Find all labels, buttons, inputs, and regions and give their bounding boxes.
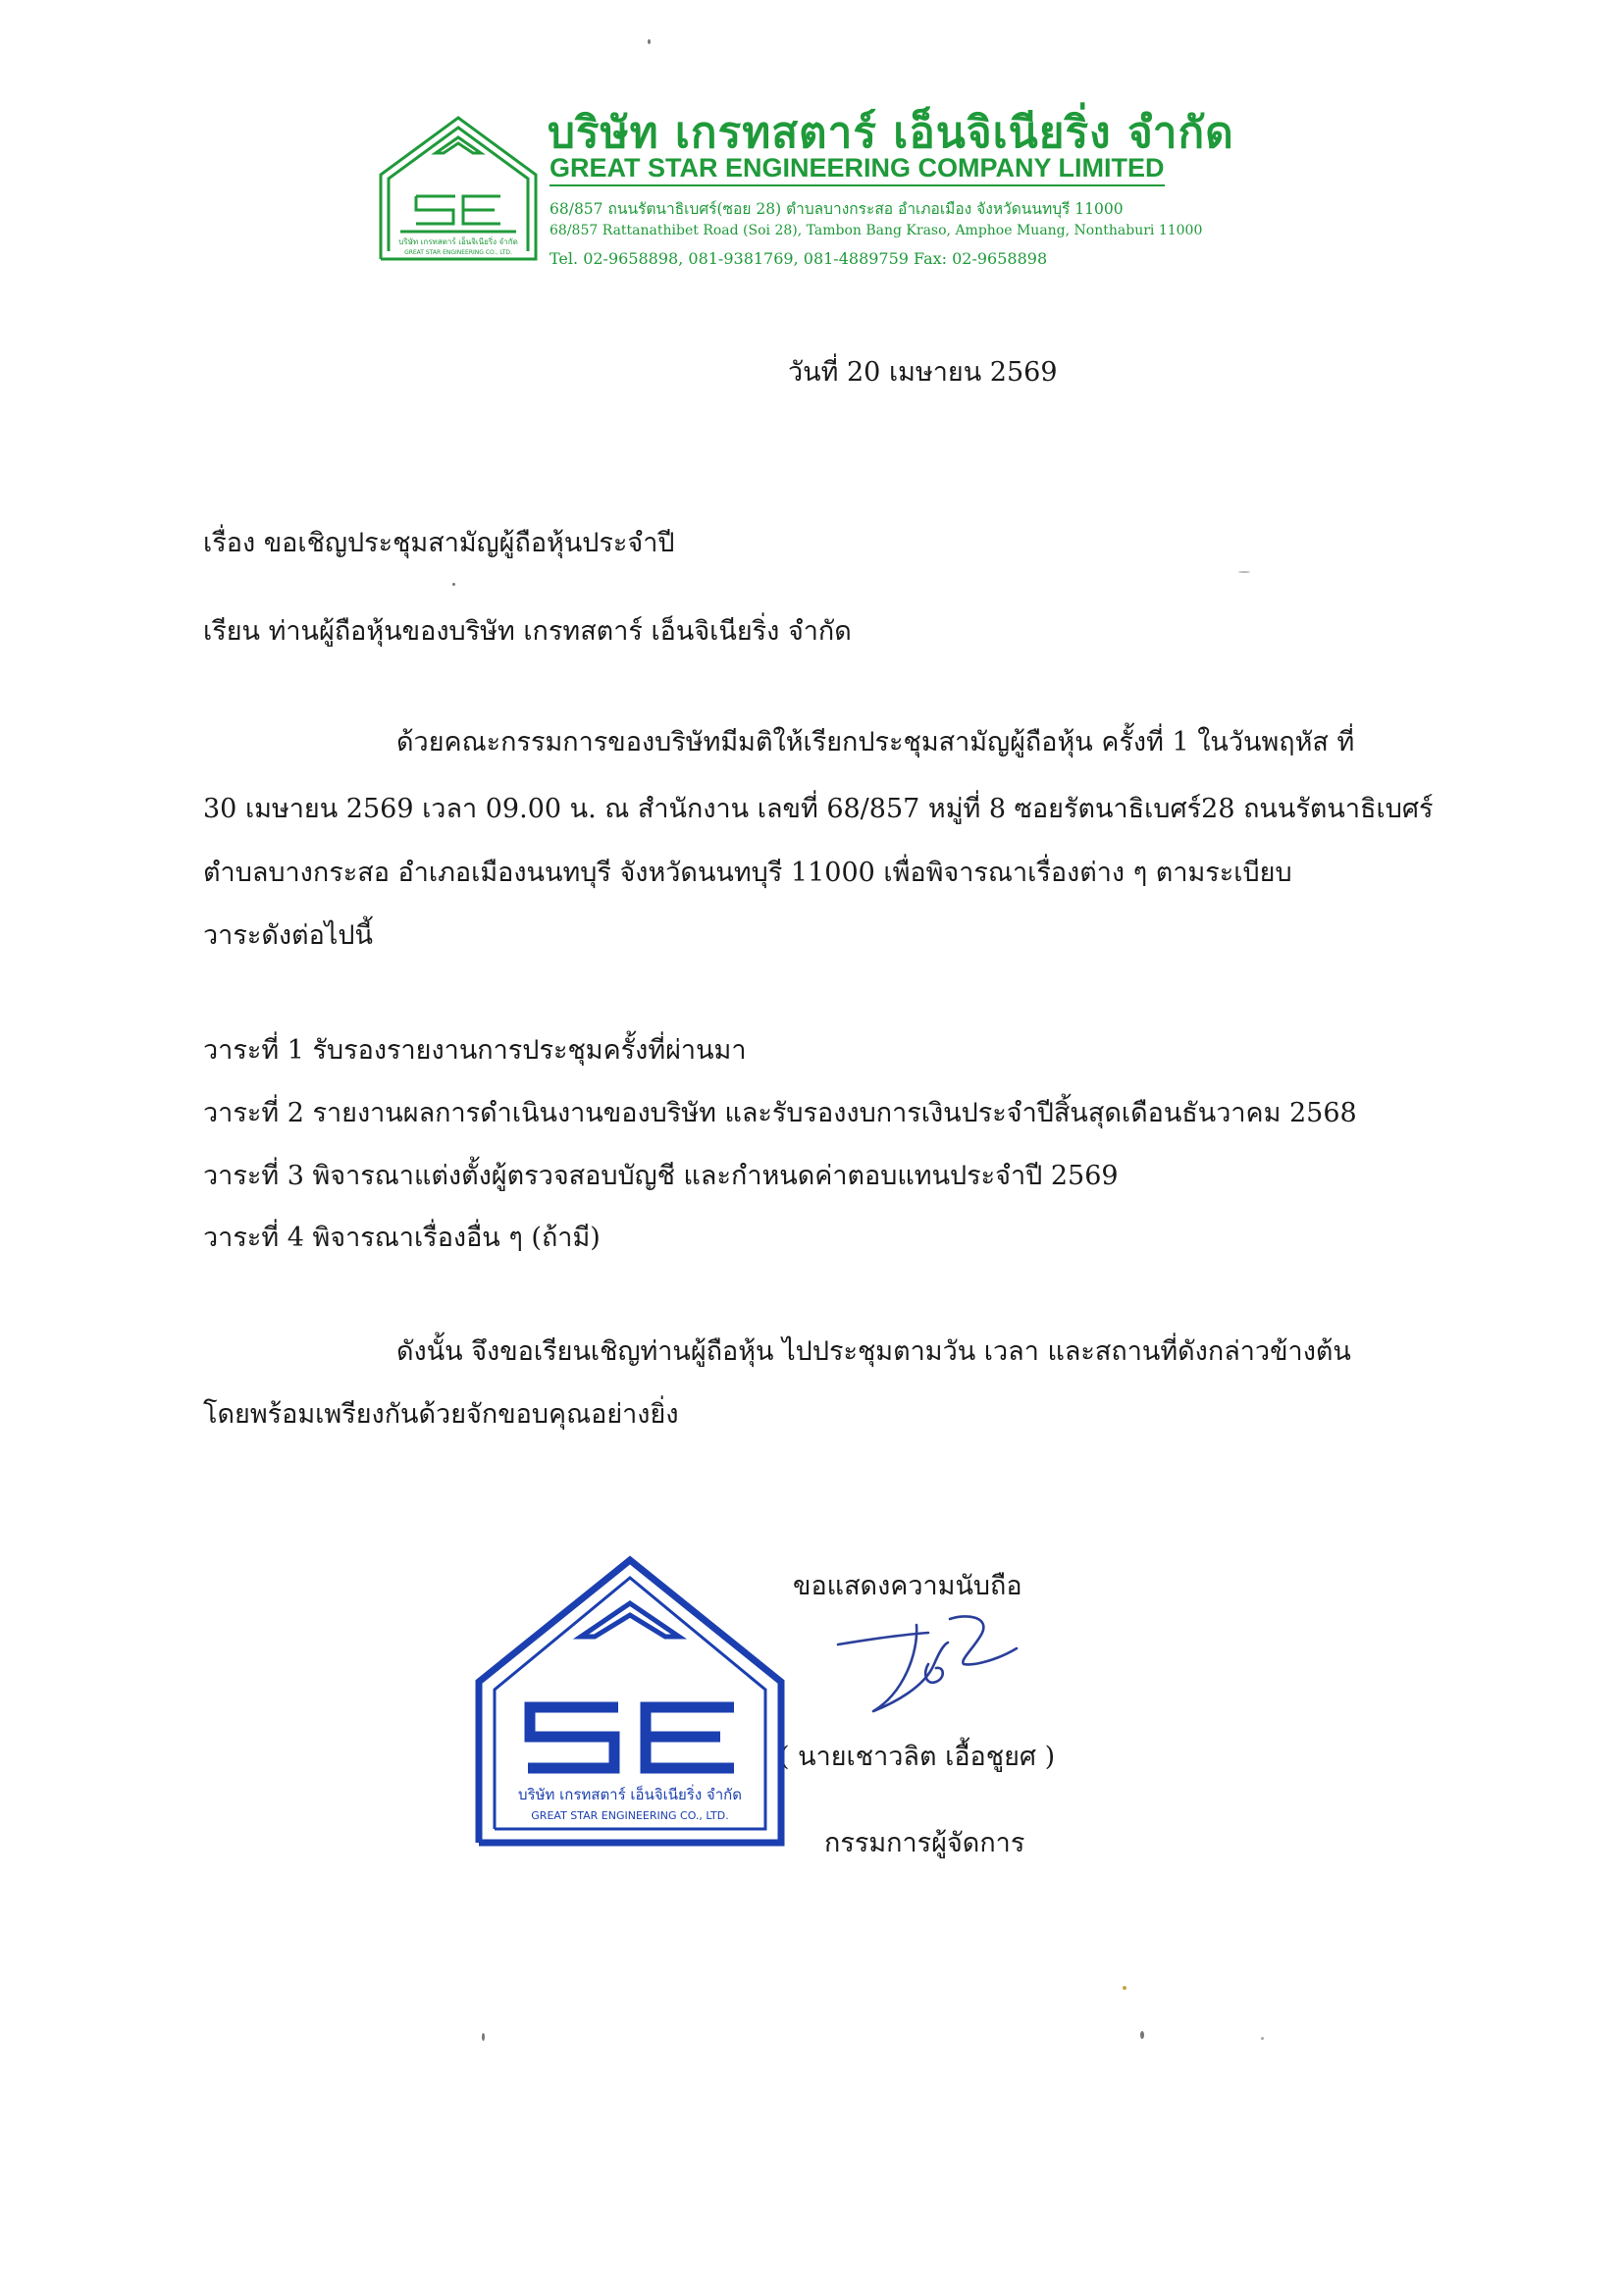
contact-numbers: Tel. 02-9658898, 081-9381769, 081-4889759 Fax: 02-9658898 [550, 249, 1048, 268]
svg-text:GREAT STAR ENGINEERING CO., LT: GREAT STAR ENGINEERING CO., LTD. [531, 1809, 729, 1822]
company-stamp [473, 1554, 787, 1849]
scan-speck [1238, 571, 1250, 573]
agenda-item: วาระที่ 2 รายงานผลการดำเนินงานของบริษัท และรับรองงบการเงินประจำปีสิ้นสุดเดือนธันวาคม 2568 [203, 1098, 1357, 1128]
scan-speck [482, 2033, 485, 2041]
agenda-item: วาระที่ 1 รับรองรายงานการประชุมครั้งที่ผ่านมา [203, 1035, 747, 1066]
scan-speck [648, 39, 651, 44]
paragraph-line: 30 เมษายน 2569 เวลา 09.00 น. ณ สำนักงาน เลขที่ 68/857 หมู่ที่ 8 ซอยรัตนาธิเบศร์28 ถนนรัตนาธิเบศร์ [203, 794, 1434, 824]
paragraph-line: ด้วยคณะกรรมการของบริษัทมีมติให้เรียกประชุมสามัญผู้ถือหุ้น ครั้งที่ 1 ในวันพฤหัส ที่ [396, 727, 1355, 757]
address-thai: 68/857 ถนนรัตนาธิเบศร์(ซอย 28) ตำบลบางกระสอ อำเภอเมือง จังหวัดนนทบุรี 11000 [550, 200, 1124, 218]
company-logo [377, 114, 540, 263]
letter-date: วันที่ 20 เมษายน 2569 [788, 357, 1058, 388]
signer-title: กรรมการผู้จัดการ [824, 1828, 1025, 1858]
handwritten-signature [834, 1609, 1040, 1727]
letter-subject: เรื่อง ขอเชิญประชุมสามัญผู้ถือหุ้นประจำปี [203, 528, 675, 558]
agenda-item: วาระที่ 3 พิจารณาแต่งตั้งผู้ตรวจสอบบัญชี และกำหนดค่าตอบแทนประจำปี 2569 [203, 1161, 1119, 1191]
paragraph-line: โดยพร้อมเพรียงกันด้วยจักขอบคุณอย่างยิ่ง [203, 1399, 679, 1430]
agenda-item: วาระที่ 4 พิจารณาเรื่องอื่น ๆ (ถ้ามี) [203, 1223, 601, 1253]
letter-recipient: เรียน ท่านผู้ถือหุ้นของบริษัท เกรทสตาร์ เอ็นจิเนียริ่ง จำกัด [203, 616, 852, 647]
paragraph-line: ตำบลบางกระสอ อำเภอเมืองนนทบุรี จังหวัดนนทบุรี 11000 เพื่อพิจารณาเรื่องต่าง ๆ ตามระเบียบ [203, 858, 1292, 888]
scan-speck [1123, 1986, 1126, 1990]
paragraph-line: ดังนั้น จึงขอเรียนเชิญท่านผู้ถือหุ้น ไปประชุมตามวัน เวลา และสถานที่ดังกล่าวข้างต้น [396, 1336, 1351, 1367]
scan-speck [452, 583, 455, 586]
signer-name: ( นายเชาวลิต เอื้อชูยศ ) [779, 1742, 1056, 1772]
svg-text:บริษัท เกรทสตาร์ เอ็นจิเนียริ่: บริษัท เกรทสตาร์ เอ็นจิเนียริ่ง จำกัด [518, 1786, 742, 1803]
company-name-thai: บริษัท เกรทสตาร์ เอ็นจิเนียริ่ง จำกัด [548, 108, 1234, 158]
svg-text:บริษัท เกรทสตาร์ เอ็นจิเนียริ่: บริษัท เกรทสตาร์ เอ็นจิเนียริ่ง จำกัด [398, 237, 518, 246]
scan-speck [1140, 2031, 1144, 2039]
svg-text:GREAT STAR ENGINEERING CO., LT: GREAT STAR ENGINEERING CO., LTD. [404, 249, 512, 256]
paragraph-line: วาระดังต่อไปนี้ [203, 920, 373, 951]
company-name-english: GREAT STAR ENGINEERING COMPANY LIMITED [550, 153, 1165, 186]
scan-speck [1261, 2037, 1264, 2040]
closing-salutation: ขอแสดงความนับถือ [793, 1571, 1022, 1601]
address-english: 68/857 Rattanathibet Road (Soi 28), Tambon Bang Kraso, Amphoe Muang, Nonthaburi 11000 [550, 223, 1203, 238]
